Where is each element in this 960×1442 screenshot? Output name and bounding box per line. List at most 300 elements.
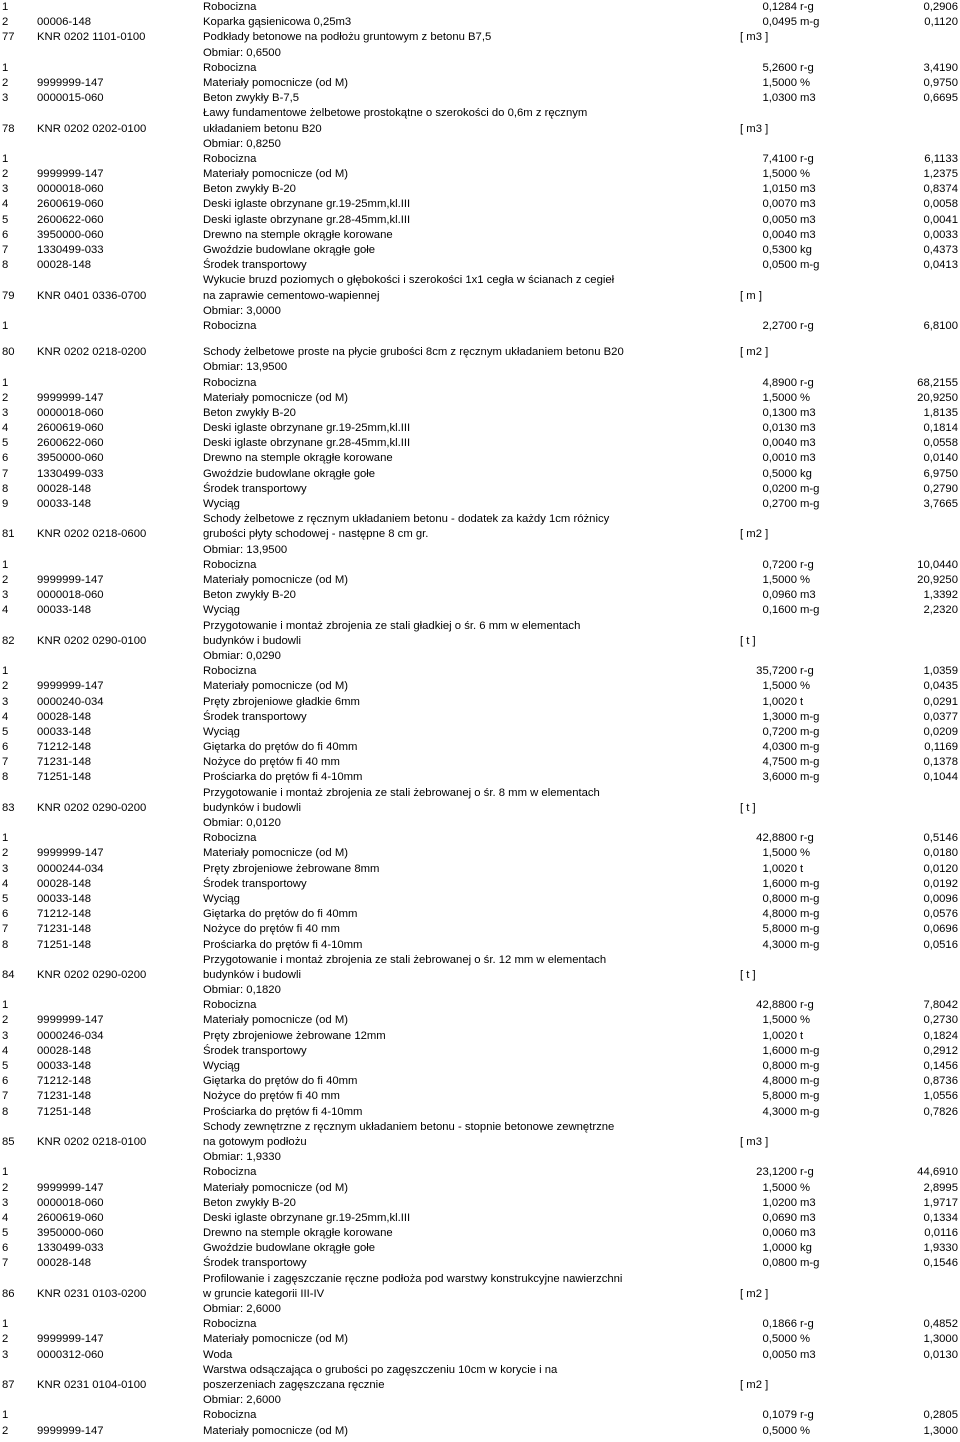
resource-code: 71251-148	[37, 938, 92, 951]
resource-code: 9999999-147	[37, 573, 104, 586]
resource-lp: 2	[2, 1181, 9, 1194]
resource-value: 0,5146	[923, 832, 958, 845]
resource-description: Giętarka do prętów do fi 40mm	[203, 908, 358, 921]
resource-code: 71231-148	[37, 756, 92, 769]
resource-row	[0, 482, 960, 497]
resource-code: 9999999-147	[37, 168, 104, 181]
resource-quantity: 0,1600	[762, 604, 797, 617]
resource-lp: 8	[2, 771, 9, 784]
resource-description: Materiały pomocnicze (od M)	[203, 1333, 349, 1346]
resource-value: 3,4190	[923, 61, 958, 74]
resource-unit: r-g	[800, 1, 814, 13]
resource-lp: 1	[2, 1409, 9, 1422]
resource-description: Drewno na stemple okrągłe korowane	[203, 452, 393, 465]
resource-unit: m3	[800, 198, 816, 211]
resource-unit: m-g	[800, 16, 820, 29]
position-description	[203, 786, 673, 816]
resource-value: 0,8374	[923, 183, 958, 196]
resource-unit: m3	[800, 213, 816, 226]
resource-description: Prościarka do prętów fi 4-10mm	[203, 1105, 363, 1118]
resource-quantity: 0,0200	[762, 482, 797, 495]
resource-unit: m-g	[800, 741, 820, 754]
resource-row	[0, 497, 960, 512]
resource-value: 0,6695	[923, 92, 958, 105]
resource-description: Nożyce do prętów fi 40 mm	[203, 756, 340, 769]
resource-value: 2,8995	[923, 1181, 958, 1194]
resource-unit: %	[800, 76, 811, 89]
resource-lp: 4	[2, 422, 9, 435]
resource-code: 00028-148	[37, 482, 92, 495]
resource-unit: m-g	[800, 1105, 820, 1118]
position-unit: [ t ]	[740, 634, 756, 647]
resource-description: Pręty zbrojeniowe gładkie 6mm	[203, 695, 360, 708]
resource-row	[0, 1029, 960, 1044]
resource-lp: 7	[2, 1090, 9, 1103]
resource-quantity: 1,5000	[762, 391, 797, 404]
position-catalog-code: KNR 0202 1101-0100	[37, 31, 146, 44]
obmiar-label: Obmiar: 0,8250	[203, 137, 281, 150]
resource-row	[0, 907, 960, 922]
position-unit: [ m ]	[740, 289, 762, 302]
resource-value: 0,0576	[923, 908, 958, 921]
resource-value: 0,1456	[923, 1060, 958, 1073]
resource-quantity: 0,0060	[762, 1227, 797, 1240]
resource-value: 0,2912	[923, 1044, 958, 1057]
resource-value: 0,2730	[923, 1014, 958, 1027]
resource-description: Środek transportowy	[203, 482, 307, 495]
resource-lp: 2	[2, 1333, 9, 1346]
resource-value: 0,4852	[923, 1318, 958, 1331]
obmiar-row	[0, 46, 960, 61]
resource-row	[0, 258, 960, 273]
resource-row	[0, 603, 960, 618]
resource-row	[0, 1211, 960, 1226]
resource-lp: 2	[2, 391, 9, 404]
resource-description: Robocizna	[203, 319, 257, 332]
resource-unit: t	[800, 695, 804, 708]
resource-lp: 3	[2, 695, 9, 708]
resource-quantity: 4,3000	[762, 1105, 797, 1118]
resource-row	[0, 197, 960, 212]
resource-row	[0, 1424, 960, 1439]
resource-lp: 4	[2, 198, 9, 211]
position-description	[203, 1272, 673, 1302]
resource-quantity: 7,4100	[762, 152, 797, 165]
resource-row	[0, 76, 960, 91]
resource-description: Beton zwykły B-20	[203, 183, 296, 196]
resource-lp: 5	[2, 437, 9, 450]
resource-lp: 1	[2, 319, 9, 332]
resource-lp: 6	[2, 908, 9, 921]
resource-lp: 7	[2, 923, 9, 936]
resource-description: Gwoździe budowlane okrągłe gołe	[203, 467, 376, 480]
resource-lp: 7	[2, 244, 9, 257]
resource-quantity: 4,8900	[762, 376, 797, 389]
resource-code: 00033-148	[37, 725, 92, 738]
resource-code: 0000018-060	[37, 1196, 104, 1209]
resource-row	[0, 1317, 960, 1332]
resource-code: 00028-148	[37, 877, 92, 890]
resource-row	[0, 0, 960, 15]
resource-description: Środek transportowy	[203, 710, 307, 723]
position-unit: [ m3 ]	[740, 1135, 769, 1148]
resource-unit: %	[800, 573, 811, 586]
resource-description: Gwoździe budowlane okrągłe gołe	[203, 244, 376, 257]
resource-lp: 5	[2, 725, 9, 738]
resource-row	[0, 1165, 960, 1180]
resource-description: Prościarka do prętów fi 4-10mm	[203, 771, 363, 784]
resource-description: Deski iglaste obrzynane gr.19-25mm,kl.III	[203, 422, 411, 435]
resource-code: 00033-148	[37, 892, 92, 905]
resource-value: 0,0377	[923, 710, 958, 723]
resource-unit: m3	[800, 422, 816, 435]
resource-unit: r-g	[800, 376, 814, 389]
resource-value: 0,1814	[923, 422, 958, 435]
resource-lp: 1	[2, 1166, 9, 1179]
resource-lp: 3	[2, 92, 9, 105]
resource-unit: m3	[800, 92, 816, 105]
resource-value: 0,0058	[923, 198, 958, 211]
position-unit: [ m2 ]	[740, 346, 769, 359]
resource-quantity: 0,7200	[762, 558, 797, 571]
obmiar-row	[0, 360, 960, 375]
resource-description: Środek transportowy	[203, 877, 307, 890]
resource-quantity: 1,5000	[762, 847, 797, 860]
resource-lp: 7	[2, 1257, 9, 1270]
section-spacer	[0, 334, 960, 345]
position-description-line: budynków i budowli	[203, 801, 301, 814]
resource-lp: 1	[2, 376, 9, 389]
position-description-line: Schody żelbetowe z ręcznym układaniem betonu - dodatek za każdy 1cm różnicy	[203, 513, 610, 526]
position-description-line: na zaprawie cementowo-wapiennej	[203, 289, 380, 302]
position-unit: [ m2 ]	[740, 1287, 769, 1300]
resource-quantity: 1,5000	[762, 1181, 797, 1194]
resource-unit: m3	[800, 452, 816, 465]
position-catalog-code: KNR 0202 0290-0200	[37, 968, 147, 981]
resource-quantity: 0,5000	[762, 467, 797, 480]
position-number: 84	[2, 968, 15, 981]
resource-description: Wyciąg	[203, 1060, 240, 1073]
resource-value: 0,0116	[924, 1227, 958, 1240]
resource-row	[0, 1196, 960, 1211]
position-description	[203, 512, 673, 542]
position-number: 78	[2, 122, 15, 135]
resource-lp: 1	[2, 152, 9, 165]
position-description	[203, 953, 673, 983]
resource-row	[0, 1332, 960, 1347]
position-description	[203, 273, 673, 303]
position-description	[203, 345, 624, 360]
resource-code: 3950000-060	[37, 228, 104, 241]
resource-description: Gwoździe budowlane okrągłe gołe	[203, 1242, 376, 1255]
resource-code: 3950000-060	[37, 452, 104, 465]
resource-unit: m3	[800, 589, 816, 602]
resource-quantity: 4,8000	[762, 1075, 797, 1088]
position-description	[203, 619, 673, 649]
resource-lp: 3	[2, 589, 9, 602]
resource-unit: r-g	[800, 1166, 814, 1179]
resource-unit: m-g	[800, 877, 820, 890]
resource-description: Robocizna	[203, 1, 257, 13]
resource-value: 0,4373	[923, 244, 958, 257]
resource-code: 00033-148	[37, 604, 92, 617]
resource-value: 0,0130	[923, 1348, 958, 1361]
position-description-line: Podkłady betonowe na podłożu gruntowym z betonu B7,5	[203, 31, 492, 44]
obmiar-row	[0, 649, 960, 664]
resource-row	[0, 831, 960, 846]
resource-quantity: 0,1300	[762, 406, 797, 419]
resource-row	[0, 376, 960, 391]
resource-row	[0, 152, 960, 167]
resource-value: 0,0558	[923, 437, 958, 450]
resource-unit: t	[800, 1029, 804, 1042]
position-header	[0, 1120, 960, 1150]
resource-quantity: 0,1079	[762, 1409, 797, 1422]
resource-value: 0,0192	[923, 877, 958, 890]
resource-unit: r-g	[800, 1318, 814, 1331]
resource-unit: m-g	[800, 710, 820, 723]
resource-lp: 3	[2, 1029, 9, 1042]
position-description-line: układaniem betonu B20	[203, 122, 322, 135]
resource-value: 6,1133	[924, 152, 958, 165]
resource-lp: 6	[2, 452, 9, 465]
position-number: 80	[2, 346, 15, 359]
resource-lp: 4	[2, 604, 9, 617]
resource-value: 0,9750	[923, 76, 958, 89]
resource-description: Prościarka do prętów fi 4-10mm	[203, 938, 363, 951]
resource-unit: %	[800, 847, 811, 860]
resource-code: 9999999-147	[37, 1333, 104, 1346]
resource-row	[0, 1226, 960, 1241]
resource-quantity: 1,6000	[762, 1044, 797, 1057]
resource-quantity: 1,0000	[762, 1242, 797, 1255]
resource-quantity: 4,7500	[762, 756, 797, 769]
resource-code: 71212-148	[37, 741, 92, 754]
resource-unit: m-g	[800, 1060, 820, 1073]
resource-description: Beton zwykły B-20	[203, 589, 296, 602]
resource-description: Deski iglaste obrzynane gr.28-45mm,kl.III	[203, 437, 411, 450]
obmiar-row	[0, 543, 960, 558]
resource-description: Materiały pomocnicze (od M)	[203, 1424, 349, 1437]
position-description-line: Przygotowanie i montaż zbrojenia ze stali gładkiej o śr. 6 mm w elementach	[203, 619, 581, 632]
resource-quantity: 1,0200	[762, 1196, 797, 1209]
resource-lp: 2	[2, 1424, 9, 1437]
resource-code: 2600622-060	[37, 437, 104, 450]
resource-code: 71212-148	[37, 908, 92, 921]
resource-unit: %	[800, 391, 811, 404]
resource-quantity: 0,5000	[762, 1424, 797, 1437]
resource-lp: 2	[2, 680, 9, 693]
position-catalog-code: KNR 0202 0218-0100	[37, 1135, 147, 1148]
resource-unit: %	[800, 1424, 811, 1437]
resource-description: Wyciąg	[203, 498, 240, 511]
resource-quantity: 0,0690	[762, 1211, 797, 1224]
position-description-line: grubości płyty schodowej - następne 8 cm gr.	[203, 528, 429, 541]
resource-quantity: 0,0010	[762, 452, 797, 465]
resource-quantity: 0,0800	[762, 1257, 797, 1270]
position-number: 85	[2, 1135, 15, 1148]
position-description-line: Warstwa odsączająca o grubości po zagęszczeniu 10cm w korycie i na	[203, 1363, 558, 1376]
resource-description: Nożyce do prętów fi 40 mm	[203, 923, 340, 936]
resource-code: 00028-148	[37, 259, 92, 272]
position-header	[0, 619, 960, 649]
position-catalog-code: KNR 0202 0290-0100	[37, 634, 147, 647]
resource-lp: 1	[2, 999, 9, 1012]
position-description-line: w gruncie kategorii III-IV	[203, 1287, 325, 1300]
resource-quantity: 35,7200	[756, 665, 797, 678]
resource-description: Pręty zbrojeniowe żebrowane 8mm	[203, 862, 380, 875]
resource-unit: m-g	[800, 1090, 820, 1103]
obmiar-row	[0, 1393, 960, 1408]
resource-value: 7,8042	[923, 999, 958, 1012]
obmiar-label: Obmiar: 13,9500	[203, 361, 288, 374]
resource-description: Robocizna	[203, 1166, 257, 1179]
resource-row	[0, 1089, 960, 1104]
resource-lp: 1	[2, 1318, 9, 1331]
resource-unit: m-g	[800, 1075, 820, 1088]
resource-value: 0,1169	[924, 741, 958, 754]
resource-description: Wyciąg	[203, 604, 240, 617]
resource-value: 0,2805	[923, 1409, 958, 1422]
position-description-line: poszerzeniach zagęszczana ręcznie	[203, 1379, 385, 1392]
obmiar-label: Obmiar: 1,9330	[203, 1151, 281, 1164]
obmiar-row	[0, 1150, 960, 1165]
obmiar-label: Obmiar: 3,0000	[203, 304, 281, 317]
resource-quantity: 42,8800	[756, 999, 797, 1012]
position-number: 87	[2, 1379, 15, 1391]
resource-quantity: 0,0130	[762, 422, 797, 435]
resource-code: 9999999-147	[37, 1424, 104, 1437]
resource-quantity: 23,1200	[756, 1166, 797, 1179]
resource-value: 1,0359	[923, 665, 958, 678]
resource-unit: r-g	[800, 665, 814, 678]
resource-value: 1,3392	[923, 589, 958, 602]
resource-description: Deski iglaste obrzynane gr.28-45mm,kl.III	[203, 213, 411, 226]
resource-description: Beton zwykły B-20	[203, 406, 296, 419]
resource-unit: %	[800, 1333, 811, 1346]
resource-row	[0, 182, 960, 197]
resource-description: Drewno na stemple okrągłe korowane	[203, 228, 393, 241]
resource-lp: 3	[2, 406, 9, 419]
position-header	[0, 953, 960, 983]
resource-quantity: 0,1866	[762, 1318, 797, 1331]
resource-description: Robocizna	[203, 665, 257, 678]
resource-value: 1,9330	[923, 1242, 958, 1255]
position-header	[0, 345, 960, 360]
resource-row	[0, 740, 960, 755]
resource-quantity: 5,8000	[762, 923, 797, 936]
resource-unit: m-g	[800, 1044, 820, 1057]
resource-value: 0,0041	[923, 213, 958, 226]
resource-row	[0, 679, 960, 694]
resource-lp: 1	[2, 832, 9, 845]
position-catalog-code: KNR 0202 0218-0200	[37, 346, 147, 359]
resource-code: 71231-148	[37, 923, 92, 936]
position-catalog-code: KNR 0202 0202-0100	[37, 122, 147, 135]
resource-value: 0,8736	[923, 1075, 958, 1088]
resource-quantity: 1,5000	[762, 76, 797, 89]
resource-value: 0,1824	[923, 1029, 958, 1042]
position-description	[203, 1120, 673, 1150]
resource-description: Koparka gąsienicowa 0,25m3	[203, 16, 352, 29]
resource-value: 6,9750	[923, 467, 958, 480]
resource-lp: 7	[2, 756, 9, 769]
resource-lp: 5	[2, 213, 9, 226]
resource-row	[0, 15, 960, 30]
resource-description: Robocizna	[203, 1409, 257, 1422]
resource-unit: m-g	[800, 259, 820, 272]
resource-row	[0, 91, 960, 106]
resource-unit: m3	[800, 437, 816, 450]
position-catalog-code: KNR 0231 0103-0200	[37, 1287, 147, 1300]
resource-value: 0,0435	[923, 680, 958, 693]
resource-description: Robocizna	[203, 376, 257, 389]
resource-description: Drewno na stemple okrągłe korowane	[203, 1227, 393, 1240]
resource-quantity: 0,8000	[762, 892, 797, 905]
resource-row	[0, 770, 960, 785]
obmiar-label: Obmiar: 13,9500	[203, 543, 288, 556]
resource-unit: kg	[800, 244, 812, 257]
resource-code: 9999999-147	[37, 1181, 104, 1194]
resource-row	[0, 573, 960, 588]
resource-quantity: 0,0050	[762, 1348, 797, 1361]
position-header	[0, 512, 960, 542]
resource-row	[0, 1105, 960, 1120]
position-description	[203, 106, 673, 136]
resource-lp: 4	[2, 877, 9, 890]
obmiar-label: Obmiar: 0,6500	[203, 46, 281, 59]
resource-lp: 2	[2, 847, 9, 860]
resource-value: 0,0516	[923, 938, 958, 951]
resource-unit: m-g	[800, 604, 820, 617]
resource-unit: kg	[800, 467, 812, 480]
resource-quantity: 4,8000	[762, 908, 797, 921]
resource-value: 0,1120	[924, 16, 958, 29]
resource-description: Robocizna	[203, 999, 257, 1012]
resource-lp: 8	[2, 259, 9, 272]
resource-quantity: 1,0300	[762, 92, 797, 105]
resource-value: 0,2790	[923, 482, 958, 495]
position-catalog-code: KNR 0401 0336-0700	[37, 289, 147, 302]
resource-unit: m-g	[800, 756, 820, 769]
position-description-line: budynków i budowli	[203, 634, 301, 647]
resource-quantity: 0,0070	[762, 198, 797, 211]
resource-description: Środek transportowy	[203, 1257, 307, 1270]
resource-unit: m3	[800, 228, 816, 241]
position-header	[0, 1363, 960, 1393]
resource-value: 3,7665	[923, 498, 958, 511]
resource-value: 44,6910	[917, 1166, 958, 1179]
resource-quantity: 0,5300	[762, 244, 797, 257]
resource-code: 2600619-060	[37, 1211, 104, 1224]
resource-quantity: 1,6000	[762, 877, 797, 890]
resource-quantity: 1,0020	[762, 1029, 797, 1042]
resource-row	[0, 588, 960, 603]
resource-code: 71231-148	[37, 1090, 92, 1103]
position-header	[0, 106, 960, 136]
resource-unit: m-g	[800, 498, 820, 511]
resource-row	[0, 1408, 960, 1423]
resource-lp: 8	[2, 938, 9, 951]
resource-unit: m-g	[800, 908, 820, 921]
resource-lp: 2	[2, 76, 9, 89]
resource-code: 1330499-033	[37, 467, 104, 480]
position-description-line: budynków i budowli	[203, 968, 301, 981]
resource-description: Deski iglaste obrzynane gr.19-25mm,kl.III	[203, 198, 411, 211]
position-description	[203, 30, 491, 45]
resource-value: 0,0291	[923, 695, 958, 708]
resource-quantity: 0,1284	[762, 1, 797, 13]
